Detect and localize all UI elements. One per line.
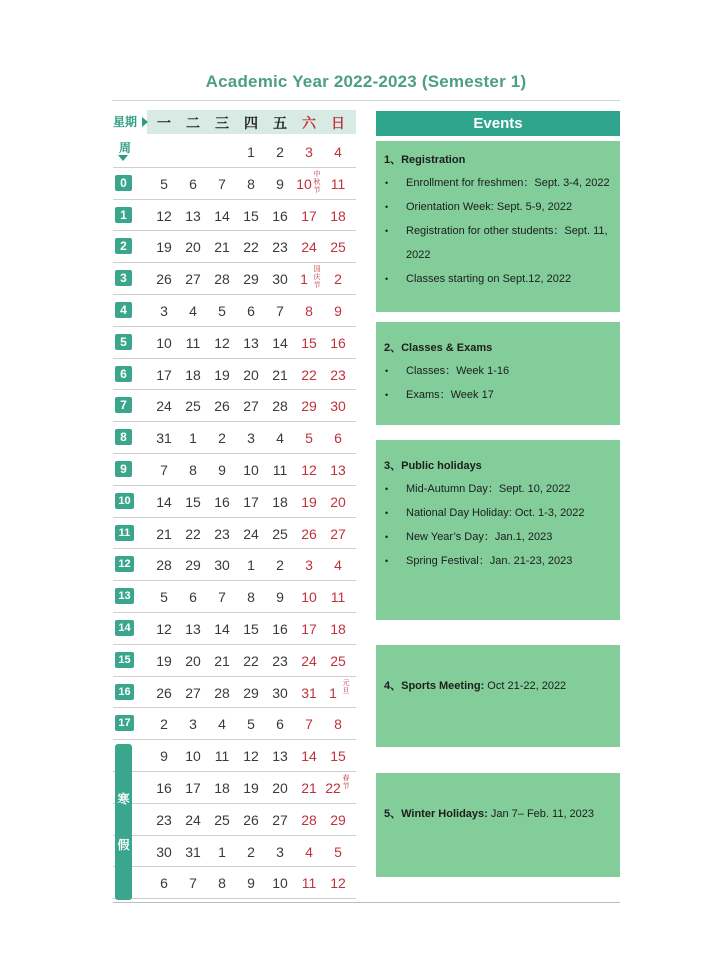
title-divider bbox=[112, 100, 620, 101]
calendar-day: 9 bbox=[160, 748, 168, 765]
winter-panel bbox=[376, 773, 620, 877]
calendar-day: 18 bbox=[214, 780, 230, 796]
week-number-badge: 0 bbox=[115, 175, 132, 191]
calendar-day: 22 bbox=[301, 366, 317, 383]
calendar-day: 10 bbox=[185, 748, 201, 765]
week-number-badge: 4 bbox=[115, 302, 132, 318]
week-number-badge: 11 bbox=[115, 525, 134, 541]
calendar-day: 27 bbox=[185, 684, 201, 701]
calendar-day: 14 bbox=[214, 621, 230, 637]
calendar-day: 14 bbox=[214, 207, 230, 224]
table-row bbox=[113, 454, 356, 486]
calendar-day: 16 bbox=[156, 780, 172, 796]
table-row bbox=[113, 327, 356, 359]
week-number-badge: 3 bbox=[115, 270, 132, 286]
calendar-day: 29 bbox=[301, 398, 317, 415]
calendar-day: 15 bbox=[243, 207, 259, 224]
winter-break-badge bbox=[115, 744, 132, 900]
calendar-day: 16 bbox=[330, 334, 346, 351]
calendar-day: 30 bbox=[156, 843, 172, 860]
calendar-day: 24 bbox=[156, 398, 172, 415]
calendar-day: 20 bbox=[185, 239, 201, 256]
week-number-badge: 15 bbox=[115, 652, 134, 668]
table-row bbox=[113, 613, 356, 645]
calendar-day: 20 bbox=[185, 652, 201, 669]
calendar-day: 23 bbox=[214, 525, 230, 542]
calendar-day: 11 bbox=[330, 589, 346, 606]
weekday-header bbox=[113, 110, 356, 134]
calendar-day: 3 bbox=[276, 843, 284, 860]
calendar-day: 27 bbox=[243, 398, 259, 415]
week-number-badge: 5 bbox=[115, 334, 132, 350]
calendar-day: 5 bbox=[247, 716, 255, 733]
calendar-day: 16 bbox=[214, 493, 230, 510]
calendar-day: 9 bbox=[218, 462, 226, 478]
calendar-day: 28 bbox=[214, 271, 230, 288]
calendar-day: 24 bbox=[243, 525, 259, 542]
calendar-day: 13 bbox=[272, 748, 288, 765]
winter-label-1: 寒 bbox=[117, 792, 130, 806]
holidays-panel bbox=[376, 440, 620, 620]
calendar-day: 29 bbox=[243, 684, 259, 701]
calendar-day: 22 bbox=[243, 239, 259, 256]
sports-meeting-line bbox=[384, 675, 612, 697]
calendar-day: 19 bbox=[156, 239, 172, 256]
calendar-day: 8 bbox=[247, 175, 255, 192]
table-row bbox=[113, 390, 356, 422]
calendar-day: 5 bbox=[334, 843, 342, 860]
weekday-fri: 五 bbox=[273, 115, 287, 131]
calendar-day: 15 bbox=[185, 493, 201, 510]
calendar-day: 5 bbox=[160, 589, 168, 606]
calendar-day: 18 bbox=[272, 493, 288, 510]
holidays-heading: 3、Public holidays bbox=[384, 460, 482, 472]
calendar-day: 6 bbox=[189, 589, 197, 606]
calendar-day: 7 bbox=[276, 303, 284, 319]
weekday-sun: 日 bbox=[331, 115, 345, 131]
calendar-day: 3 bbox=[305, 144, 313, 160]
table-row bbox=[113, 486, 356, 518]
week-number-badge: 9 bbox=[115, 461, 132, 477]
calendar-day: 9 bbox=[276, 589, 284, 606]
calendar-day: 22 bbox=[243, 652, 259, 669]
calendar-day: 14 bbox=[272, 334, 288, 351]
calendar-day: 3 bbox=[247, 430, 255, 447]
calendar-day: 6 bbox=[160, 875, 168, 892]
table-row bbox=[113, 740, 356, 772]
calendar-day: 2 bbox=[218, 430, 226, 447]
calendar-day: 27 bbox=[330, 525, 346, 542]
calendar-day: 11 bbox=[214, 748, 230, 765]
calendar-day: 17 bbox=[301, 621, 317, 637]
calendar-day: 11 bbox=[272, 462, 288, 478]
calendar-day: 27 bbox=[272, 811, 288, 828]
calendar-day: 3 bbox=[189, 716, 197, 733]
calendar-day: 29 bbox=[243, 271, 259, 288]
weekday-mon: 一 bbox=[157, 115, 171, 131]
calendar-day: 26 bbox=[156, 271, 172, 288]
calendar-day: 2 bbox=[247, 843, 255, 860]
calendar-day: 2 bbox=[334, 271, 342, 288]
calendar-day: 9 bbox=[247, 875, 255, 892]
arrow-right-icon bbox=[142, 117, 148, 127]
weekday-tue: 二 bbox=[186, 115, 200, 131]
calendar-day: 29 bbox=[330, 811, 346, 828]
calendar-day: 1 bbox=[300, 271, 308, 288]
holiday-note: 元旦 bbox=[342, 679, 350, 695]
calendar-day: 22 bbox=[185, 525, 201, 542]
calendar-day: 12 bbox=[214, 334, 230, 351]
calendar-day: 19 bbox=[156, 652, 172, 669]
calendar-day: 30 bbox=[272, 271, 288, 288]
calendar-day: 8 bbox=[218, 875, 226, 892]
calendar-day: 17 bbox=[243, 493, 259, 510]
calendar-day: 4 bbox=[334, 144, 342, 160]
calendar-day: 19 bbox=[214, 366, 230, 383]
calendar-day: 21 bbox=[301, 780, 317, 796]
calendar-day: 8 bbox=[189, 462, 197, 478]
calendar-day: 9 bbox=[276, 175, 284, 192]
calendar-day: 1 bbox=[247, 144, 255, 160]
calendar-day: 17 bbox=[156, 366, 172, 383]
calendar-day: 17 bbox=[301, 207, 317, 224]
calendar-day: 18 bbox=[330, 621, 346, 637]
week-number-badge: 10 bbox=[115, 493, 134, 509]
calendar-day: 13 bbox=[185, 621, 201, 637]
calendar-day: 7 bbox=[218, 589, 226, 606]
calendar-day: 6 bbox=[276, 716, 284, 733]
calendar-day: 13 bbox=[330, 462, 346, 478]
list-item: • Mid-Autumn Day：Sept. 10, 2022 bbox=[384, 477, 612, 501]
calendar-day: 21 bbox=[156, 525, 172, 542]
table-row bbox=[113, 200, 356, 232]
calendar-day: 28 bbox=[214, 684, 230, 701]
holiday-note: 中秋节 bbox=[313, 170, 321, 194]
calendar-day: 2 bbox=[276, 557, 284, 574]
sports-meeting-label: 4、Sports Meeting: bbox=[384, 680, 485, 692]
weekday-sat: 六 bbox=[302, 115, 316, 131]
list-item: • Exams：Week 17 bbox=[384, 383, 612, 407]
winter-holidays-date: Jan 7– Feb. 11, 2023 bbox=[487, 808, 595, 820]
list-item: • Classes：Week 1-16 bbox=[384, 359, 612, 383]
calendar-day: 30 bbox=[214, 557, 230, 574]
table-row bbox=[113, 645, 356, 677]
calendar-day: 23 bbox=[272, 239, 288, 256]
calendar-day: 4 bbox=[305, 843, 313, 860]
calendar-day: 4 bbox=[218, 716, 226, 733]
calendar-day: 2 bbox=[160, 716, 168, 733]
table-row bbox=[113, 677, 356, 709]
week-number-badge: 2 bbox=[115, 238, 132, 254]
calendar-day: 23 bbox=[330, 366, 346, 383]
table-row bbox=[113, 836, 356, 868]
calendar-day: 21 bbox=[214, 239, 230, 256]
calendar-day: 19 bbox=[301, 493, 317, 510]
calendar-day: 8 bbox=[247, 589, 255, 606]
calendar-day: 5 bbox=[305, 430, 313, 447]
calendar-day: 13 bbox=[243, 334, 259, 351]
calendar-day: 20 bbox=[330, 493, 346, 510]
calendar-day: 10 bbox=[156, 334, 172, 351]
list-item: • Orientation Week: Sept. 5-9, 2022 bbox=[384, 195, 612, 219]
calendar-day: 26 bbox=[243, 811, 259, 828]
calendar-day: 5 bbox=[160, 175, 168, 192]
list-item: • National Day Holiday: Oct. 1-3, 2022 bbox=[384, 501, 612, 525]
classes-panel bbox=[376, 322, 620, 425]
calendar-day: 1 bbox=[247, 557, 255, 574]
week-number-badge: 12 bbox=[115, 556, 134, 572]
calendar-day: 25 bbox=[214, 811, 230, 828]
calendar-day: 19 bbox=[243, 780, 259, 796]
holiday-note: 国庆节 bbox=[313, 266, 321, 290]
calendar-day: 9 bbox=[334, 303, 342, 319]
calendar-day: 4 bbox=[189, 303, 197, 319]
calendar-day: 23 bbox=[156, 811, 172, 828]
calendar-day: 12 bbox=[330, 875, 346, 892]
calendar-day: 28 bbox=[301, 811, 317, 828]
calendar-day: 25 bbox=[272, 525, 288, 542]
winter-holidays-label: 5、Winter Holidays: bbox=[384, 808, 488, 820]
week-number-badge: 6 bbox=[115, 366, 132, 382]
calendar-day: 6 bbox=[247, 303, 255, 319]
weekday-thu: 四 bbox=[244, 115, 258, 131]
calendar-day: 3 bbox=[305, 557, 313, 574]
list-item: • New Year’s Day：Jan.1, 2023 bbox=[384, 525, 612, 549]
holiday-note: 春节 bbox=[342, 775, 350, 790]
table-row bbox=[113, 772, 356, 804]
calendar-day: 3 bbox=[160, 303, 168, 319]
calendar-day: 29 bbox=[185, 557, 201, 574]
calendar-day: 24 bbox=[301, 652, 317, 669]
week-label: 周 bbox=[119, 141, 132, 155]
calendar-day: 11 bbox=[301, 875, 317, 892]
sports-meeting-date: Oct 21-22, 2022 bbox=[484, 680, 567, 692]
calendar-day: 7 bbox=[189, 875, 197, 892]
week-number-badge: 17 bbox=[115, 715, 134, 731]
calendar-day: 10 bbox=[301, 589, 317, 606]
calendar-day: 12 bbox=[156, 621, 172, 637]
list-item: • Registration for other students：Sept. 11, 2022 bbox=[384, 219, 612, 267]
calendar-day: 14 bbox=[156, 493, 172, 510]
calendar-day: 22 bbox=[325, 780, 341, 796]
calendar-day: 10 bbox=[243, 462, 259, 478]
week-number-badge: 13 bbox=[115, 588, 134, 604]
week-number-badge: 7 bbox=[115, 397, 132, 413]
calendar-day: 15 bbox=[330, 748, 346, 765]
calendar-day: 21 bbox=[214, 652, 230, 669]
calendar-day: 2 bbox=[276, 144, 284, 160]
calendar-day: 17 bbox=[185, 780, 201, 796]
calendar-day: 26 bbox=[214, 398, 230, 415]
calendar-day: 7 bbox=[160, 462, 168, 478]
calendar-day: 16 bbox=[272, 621, 288, 637]
calendar-day: 8 bbox=[334, 716, 342, 733]
calendar-day: 31 bbox=[156, 430, 172, 447]
calendar-day: 1 bbox=[189, 430, 197, 447]
calendar-day: 24 bbox=[185, 811, 201, 828]
calendar-day: 4 bbox=[334, 557, 342, 574]
registration-panel bbox=[376, 141, 620, 312]
calendar-day: 1 bbox=[329, 684, 337, 701]
list-item: • Enrollment for freshmen：Sept. 3-4, 2022 bbox=[384, 171, 612, 195]
calendar-day: 23 bbox=[272, 652, 288, 669]
calendar-day: 12 bbox=[156, 207, 172, 224]
table-row bbox=[113, 295, 356, 327]
table-row bbox=[113, 136, 356, 168]
calendar-bottom-rule bbox=[113, 902, 620, 903]
calendar-day: 10 bbox=[296, 175, 312, 192]
calendar-day: 6 bbox=[189, 175, 197, 192]
calendar-day: 7 bbox=[305, 716, 313, 733]
table-row bbox=[113, 708, 356, 740]
calendar-day: 25 bbox=[185, 398, 201, 415]
table-row bbox=[113, 804, 356, 836]
week-number-badge: 16 bbox=[115, 684, 134, 700]
calendar-day: 28 bbox=[156, 557, 172, 574]
calendar-day: 7 bbox=[218, 175, 226, 192]
calendar-day: 5 bbox=[218, 303, 226, 319]
calendar-day: 26 bbox=[156, 684, 172, 701]
calendar-day: 11 bbox=[185, 334, 201, 351]
winter-holidays-line bbox=[384, 803, 612, 825]
calendar-day: 20 bbox=[272, 780, 288, 796]
calendar-day: 4 bbox=[276, 430, 284, 447]
events-header: Events bbox=[376, 111, 620, 136]
calendar-day: 12 bbox=[301, 462, 317, 478]
calendar-day: 25 bbox=[330, 652, 346, 669]
calendar-day: 24 bbox=[301, 239, 317, 256]
table-row bbox=[113, 168, 356, 200]
calendar-day: 6 bbox=[334, 430, 342, 447]
table-row bbox=[113, 422, 356, 454]
table-row bbox=[113, 359, 356, 391]
calendar-day: 18 bbox=[185, 366, 201, 383]
week-number-badge: 1 bbox=[115, 207, 132, 223]
calendar-day: 30 bbox=[330, 398, 346, 415]
calendar-day: 31 bbox=[185, 843, 201, 860]
sports-panel bbox=[376, 645, 620, 747]
table-row bbox=[113, 231, 356, 263]
table-row bbox=[113, 263, 356, 295]
table-row bbox=[113, 867, 356, 899]
calendar-day: 10 bbox=[272, 875, 288, 892]
calendar-day: 12 bbox=[243, 748, 259, 765]
list-item: • Spring Festival：Jan. 21-23, 2023 bbox=[384, 549, 612, 573]
calendar-day: 15 bbox=[243, 621, 259, 637]
week-number-badge: 8 bbox=[115, 429, 132, 445]
winter-label-2: 假 bbox=[117, 838, 130, 852]
calendar-day: 16 bbox=[272, 207, 288, 224]
classes-heading: 2、Classes & Exams bbox=[384, 342, 493, 354]
registration-heading: 1、Registration bbox=[384, 154, 466, 166]
calendar-day: 26 bbox=[301, 525, 317, 542]
calendar-day: 21 bbox=[272, 366, 288, 383]
weekday-wed: 三 bbox=[215, 115, 229, 131]
calendar-day: 25 bbox=[330, 239, 346, 256]
table-row bbox=[113, 581, 356, 613]
calendar-day: 1 bbox=[218, 843, 226, 860]
table-row bbox=[113, 518, 356, 550]
calendar-day: 27 bbox=[185, 271, 201, 288]
calendar-day: 14 bbox=[301, 748, 317, 765]
list-item: • Classes starting on Sept.12, 2022 bbox=[384, 267, 612, 291]
calendar-day: 8 bbox=[305, 303, 313, 319]
calendar-day: 30 bbox=[272, 684, 288, 701]
calendar-day: 13 bbox=[185, 207, 201, 224]
table-row bbox=[113, 549, 356, 581]
calendar-day: 18 bbox=[330, 207, 346, 224]
weekday-label: 星期 bbox=[113, 115, 138, 129]
calendar-day: 31 bbox=[301, 684, 317, 701]
calendar-day: 15 bbox=[301, 334, 317, 351]
calendar-day: 20 bbox=[243, 366, 259, 383]
page-title: Academic Year 2022-2023 (Semester 1) bbox=[205, 72, 527, 91]
calendar-day: 28 bbox=[272, 398, 288, 415]
week-number-badge: 14 bbox=[115, 620, 134, 636]
calendar-day: 11 bbox=[330, 175, 346, 192]
